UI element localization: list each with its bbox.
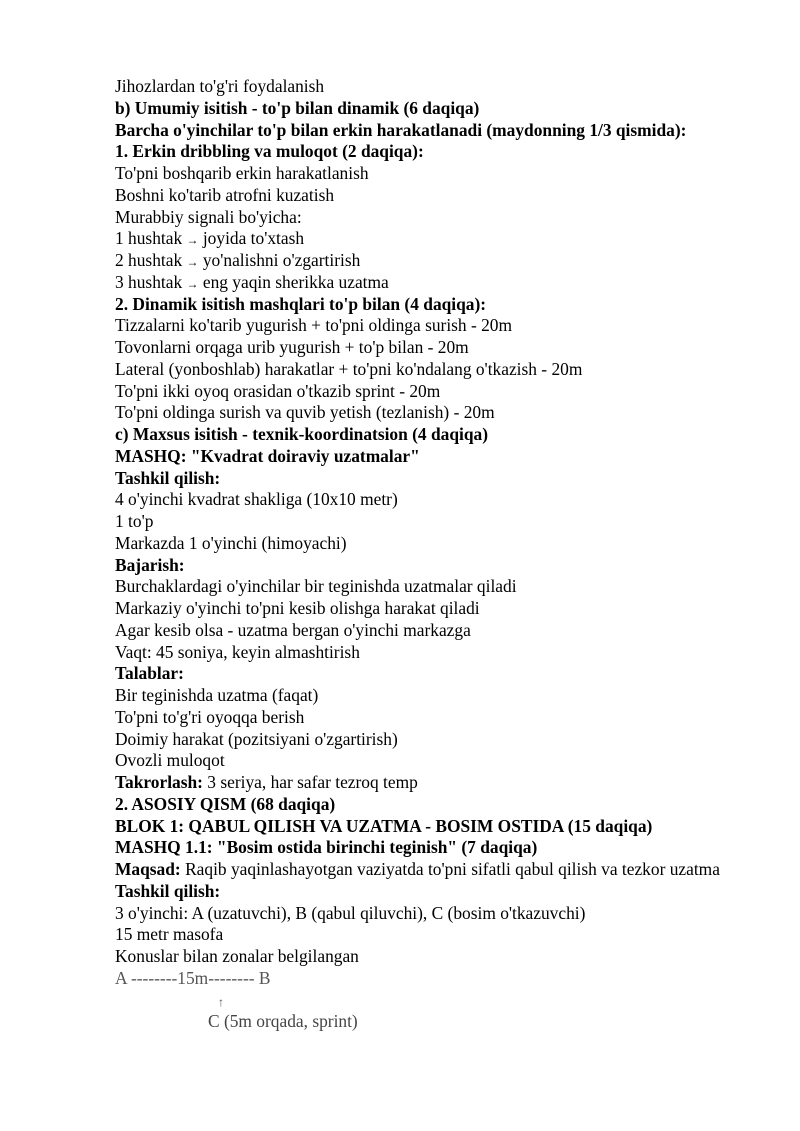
subsection-heading: 2. Dinamik isitish mashqlari to'p bilan (4 daqiqa):	[115, 293, 487, 314]
text-line: Markazda 1 o'yinchi (himoyachi)	[115, 532, 347, 553]
text-line: Vaqt: 45 soniya, keyin almashtirish	[115, 641, 360, 662]
text-line: 4 o'yinchi kvadrat shakliga (10x10 metr)	[115, 489, 398, 510]
text-line: Doimiy harakat (pozitsiyani o'zgartirish)	[115, 728, 398, 749]
label-heading: Bajarish:	[115, 554, 185, 575]
text-line: Ovozli muloqot	[115, 750, 225, 771]
text-line: Lateral (yonboshlab) harakatlar + to'pni ko'ndalang o'tkazish - 20m	[115, 358, 583, 379]
label-heading: Tashkil qilish:	[115, 467, 221, 488]
text-line: To'pni to'g'ri oyoqqa berish	[115, 706, 305, 727]
text-line: Boshni ko'tarib atrofni kuzatish	[115, 184, 335, 205]
text-part: Raqib yaqinlashayotgan vaziyatda to'pni sifatli qabul qilish va tezkor uzatma	[180, 859, 720, 879]
text-part: 3 hushtak	[115, 271, 187, 292]
inline-label: Takrorlash:	[115, 772, 203, 792]
section-heading: c) Maxsus isitish - texnik-koordinatsion (4 daqiqa)	[115, 424, 488, 444]
text-line: Murabbiy signali bo'yicha:	[115, 206, 302, 227]
bold-line: Barcha o'yinchilar to'p bilan erkin harakatlanadi (maydonning 1/3 qismida):	[115, 119, 687, 140]
text-line: Bir teginishda uzatma (faqat)	[115, 685, 319, 705]
label-heading: Tashkil qilish:	[115, 880, 221, 901]
field-diagram-label: C (5m orqada, sprint)	[208, 1011, 358, 1032]
text-line: To'pni ikki oyoq orasidan o'tkazib sprint - 20m	[115, 380, 441, 401]
text-line: Agar kesib olsa - uzatma bergan o'yinchi markazga	[115, 619, 471, 640]
text-part: joyida to'xtash	[198, 228, 305, 249]
inline-label: Maqsad:	[115, 859, 181, 879]
block-heading: BLOK 1: QABUL QILISH VA UZATMA - BOSIM OSTIDA (15 daqiqa)	[115, 815, 653, 836]
right-arrow-icon: →	[186, 255, 199, 269]
subsection-heading: 1. Erkin dribbling va muloqot (2 daqiqa):	[115, 141, 424, 162]
text-line	[115, 228, 755, 250]
text-line: 1 to'p	[115, 511, 154, 531]
exercise-title: MASHQ 1.1: "Bosim ostida birinchi teginish" (7 daqiqa)	[115, 837, 538, 858]
text-line: 15 metr masofa	[115, 924, 224, 945]
text-line	[115, 859, 755, 881]
text-line: To'pni oldinga surish va quvib yetish (tezlanish) - 20m	[115, 402, 495, 423]
text-part: yo'nalishni o'zgartirish	[198, 250, 361, 270]
field-diagram-line: A --------15m-------- B	[115, 967, 271, 988]
text-line: Jihozlardan to'g'ri foydalanish	[115, 76, 325, 96]
right-arrow-icon: →	[186, 276, 199, 291]
text-line	[115, 272, 755, 294]
section-heading: 2. ASOSIY QISM (68 daqiqa)	[115, 793, 336, 814]
section-heading: b) Umumiy isitish - to'p bilan dinamik (6 daqiqa)	[115, 97, 480, 118]
text-part: 3 seriya, har safar tezroq temp	[202, 772, 418, 792]
label-heading: Talablar:	[115, 663, 184, 684]
text-line: Tovonlarni orqaga urib yugurish + to'p bilan - 20m	[115, 337, 469, 357]
text-line	[115, 772, 755, 794]
up-arrow-icon	[115, 990, 755, 1012]
text-line	[115, 250, 755, 272]
text-line: Konuslar bilan zonalar belgilangan	[115, 946, 359, 966]
text-part: 1 hushtak	[115, 228, 187, 249]
text-line: Markaziy o'yinchi to'pni kesib olishga harakat qiladi	[115, 598, 480, 618]
text-part: 2 hushtak	[115, 250, 187, 270]
right-arrow-icon: →	[186, 233, 199, 248]
document-page	[115, 76, 755, 1033]
text-part: eng yaqin sherikka uzatma	[198, 271, 389, 292]
text-line: To'pni boshqarib erkin harakatlanish	[115, 163, 369, 183]
text-line: 3 o'yinchi: A (uzatuvchi), B (qabul qiluvchi), C (bosim o'tkazuvchi)	[115, 902, 586, 923]
exercise-title: MASHQ: "Kvadrat doiraviy uzatmalar"	[115, 445, 420, 466]
text-line: Burchaklardagi o'yinchilar bir teginishda uzatmalar qiladi	[115, 576, 517, 597]
up-arrow-glyph: ↑	[218, 994, 224, 1009]
text-line: Tizzalarni ko'tarib yugurish + to'pni oldinga surish - 20m	[115, 315, 513, 336]
